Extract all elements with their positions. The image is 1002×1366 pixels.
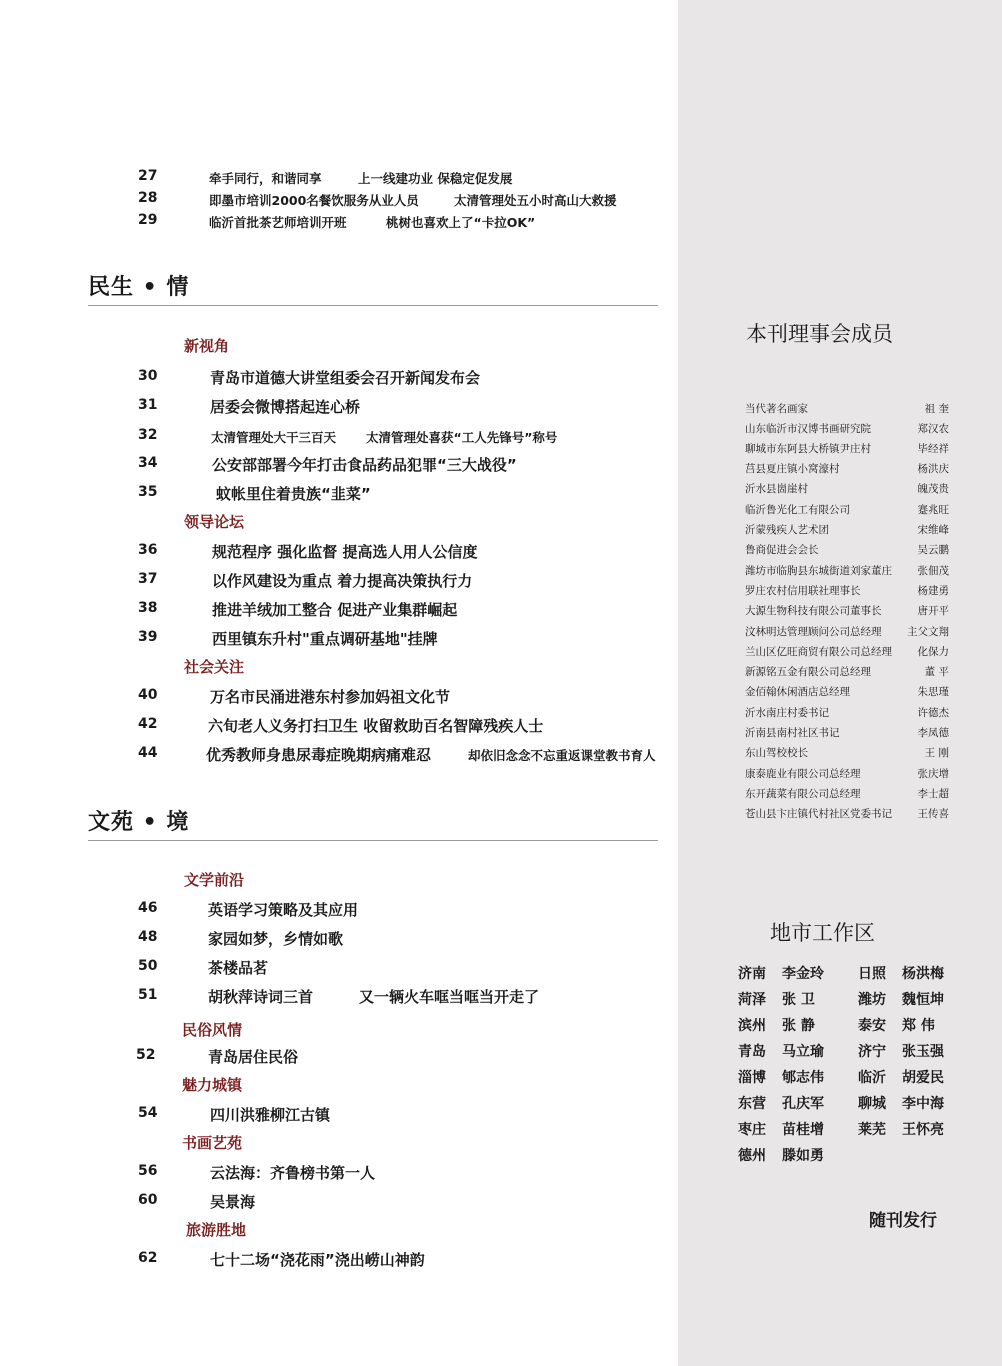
page-number: 52	[136, 1047, 156, 1063]
page-number: 36	[138, 542, 158, 558]
area-contact: 东营 孔庆军	[738, 1096, 824, 1112]
page-number: 46	[138, 900, 158, 916]
page-number: 54	[138, 1105, 158, 1121]
subsection-title: 社会关注	[184, 658, 245, 676]
subsection-title: 文学前沿	[184, 871, 245, 889]
council-member: 新源铭五金有限公司总经理 董 平	[745, 666, 949, 678]
area-contact: 枣庄 苗桂增	[738, 1122, 824, 1138]
council-member: 山东临沂市汉博书画研究院 郑汉农	[745, 423, 949, 435]
council-member: 潍坊市临朐县东城街道刘家董庄 张佃茂	[745, 565, 949, 577]
area-contact: 青岛 马立瑜	[738, 1044, 824, 1060]
article-title: 以作风建设为重点 着力提高决策执行力	[212, 572, 473, 590]
council-member: 汶林明达管理顾问公司总经理 主父文翔	[745, 626, 949, 638]
council-member: 莒县夏庄镇小窝濠村 杨洪庆	[745, 463, 949, 475]
page-number: 50	[138, 958, 158, 974]
article-title: 太清管理处喜获“工人先锋号”称号	[366, 430, 558, 445]
section-divider	[88, 840, 658, 841]
area-contact: 日照 杨洪梅	[858, 966, 944, 982]
article-title: 即墨市培训2000名餐饮服务从业人员	[209, 193, 419, 208]
article-title: 太清管理处大干三百天	[211, 430, 337, 445]
article-title: 六旬老人义务打扫卫生 收留救助百名智障残疾人士	[208, 717, 544, 735]
council-member: 康泰鹿业有限公司总经理 张庆增	[745, 768, 949, 780]
council-member: 大源生物科技有限公司董事长 唐开平	[745, 605, 949, 617]
work-area-title: 地市工作区	[770, 921, 875, 945]
page-number: 32	[138, 427, 158, 443]
subsection-title: 新视角	[184, 337, 230, 355]
page-number: 60	[138, 1192, 158, 1208]
article-title: 西里镇东升村"重点调研基地"挂牌	[212, 630, 438, 648]
area-contact: 德州 滕如勇	[738, 1148, 824, 1164]
article-title: 公安部部署今年打击食品药品犯罪“三大战役”	[212, 456, 517, 474]
page-number: 48	[138, 929, 158, 945]
area-contact: 济南 李金玲	[738, 966, 824, 982]
page-number: 29	[138, 212, 158, 228]
page-number: 56	[138, 1163, 158, 1179]
council-title: 本刊理事会成员	[746, 322, 893, 346]
article-subtitle: 却依旧念念不忘重返课堂教书育人	[468, 748, 656, 763]
area-contact: 聊城 李中海	[858, 1096, 944, 1112]
article-title: 优秀教师身患尿毒症晚期病痛难忍	[206, 746, 432, 764]
council-member: 临沂鲁光化工有限公司 蹇兆旺	[745, 504, 949, 516]
page-number: 51	[138, 987, 158, 1003]
page-number: 40	[138, 687, 158, 703]
page-number: 37	[138, 571, 158, 587]
council-member: 沂水南庄村委书记 许德杰	[745, 707, 949, 719]
article-title: 蚊帐里住着贵族“韭菜”	[216, 485, 371, 503]
page-number: 38	[138, 600, 158, 616]
council-member: 东山驾校校长 王 刚	[745, 747, 949, 759]
page-number: 44	[138, 745, 158, 761]
article-title: 茶楼品茗	[208, 959, 269, 977]
article-title: 上一线建功业 保稳定促发展	[358, 171, 513, 186]
section-title-minsheng: 民生 • 情	[88, 275, 190, 300]
area-contact: 淄博 郇志伟	[738, 1070, 824, 1086]
council-member: 金佰翰休闲酒店总经理 朱思瑾	[745, 686, 949, 698]
article-title: 太清管理处五小时高山大救援	[454, 193, 617, 208]
council-member: 当代著名画家 祖 奎	[745, 403, 949, 415]
subsection-title: 魅力城镇	[182, 1076, 243, 1094]
article-title: 居委会微博搭起连心桥	[210, 398, 361, 416]
article-title: 牵手同行，和谐同享	[209, 171, 322, 186]
council-member: 聊城市东阿县大桥镇尹庄村 毕经祥	[745, 443, 949, 455]
article-title: 七十二场“浇花雨”浇出崂山神韵	[210, 1251, 425, 1269]
council-member: 沂蒙残疾人艺术团 宋维峰	[745, 524, 949, 536]
area-contact: 泰安 郑 伟	[858, 1018, 935, 1034]
area-contact: 滨州 张 静	[738, 1018, 815, 1034]
area-contact: 潍坊 魏恒坤	[858, 992, 944, 1008]
subsection-title: 民俗风情	[182, 1021, 243, 1039]
subsection-title: 领导论坛	[184, 513, 245, 531]
article-title: 规范程序 强化监督 提高选人用人公信度	[212, 543, 478, 561]
article-title: 桃树也喜欢上了“卡拉OK”	[386, 215, 536, 230]
article-title: 又一辆火车哐当哐当开走了	[359, 988, 540, 1006]
article-title: 胡秋萍诗词三首	[208, 988, 314, 1006]
area-contact: 莱芜 王怀亮	[858, 1122, 944, 1138]
page-number: 35	[138, 484, 158, 500]
subsection-title: 旅游胜地	[186, 1221, 247, 1239]
article-title: 四川洪雅柳江古镇	[210, 1106, 331, 1124]
section-divider	[88, 305, 658, 306]
issue-label: 随刊发行	[869, 1211, 937, 1231]
article-title: 云法海：齐鲁榜书第一人	[210, 1164, 376, 1182]
council-member: 鲁商促进会会长 吴云鹏	[745, 544, 949, 556]
page-number: 39	[138, 629, 158, 645]
council-member: 罗庄农村信用联社理事长 杨建勇	[745, 585, 949, 597]
subsection-title: 书画艺苑	[182, 1134, 243, 1152]
article-title: 万名市民涌进港东村参加妈祖文化节	[210, 688, 451, 706]
article-title: 家园如梦，乡情如歌	[208, 930, 344, 948]
council-member: 兰山区亿旺商贸有限公司总经理 化保力	[745, 646, 949, 658]
council-member: 苍山县卞庄镇代村社区党委书记 王传喜	[745, 808, 949, 820]
page-number: 28	[138, 190, 158, 206]
page-number: 34	[138, 455, 158, 471]
council-member: 沂水县崮崖村 魄茂贵	[745, 483, 949, 495]
council-member: 东开蔬菜有限公司总经理 李士超	[745, 788, 949, 800]
article-title: 临沂首批茶艺师培训开班	[209, 215, 347, 230]
page-number: 31	[138, 397, 158, 413]
page-number: 30	[138, 368, 158, 384]
area-contact: 临沂 胡爱民	[858, 1070, 944, 1086]
article-title: 青岛市道德大讲堂组委会召开新闻发布会	[210, 369, 481, 387]
article-title: 吴景海	[210, 1193, 256, 1211]
article-title: 推进羊绒加工整合 促进产业集群崛起	[212, 601, 458, 619]
page-number: 62	[138, 1250, 158, 1266]
page-number: 27	[138, 168, 158, 184]
article-title: 青岛居住民俗	[208, 1048, 299, 1066]
article-title: 英语学习策略及其应用	[208, 901, 359, 919]
council-member: 沂南县南村社区书记 李凤德	[745, 727, 949, 739]
section-title-wenyuan: 文苑 • 境	[88, 810, 190, 835]
area-contact: 济宁 张玉强	[858, 1044, 944, 1060]
sidebar-panel	[678, 0, 1002, 1366]
page-number: 42	[138, 716, 158, 732]
area-contact: 菏泽 张 卫	[738, 992, 815, 1008]
